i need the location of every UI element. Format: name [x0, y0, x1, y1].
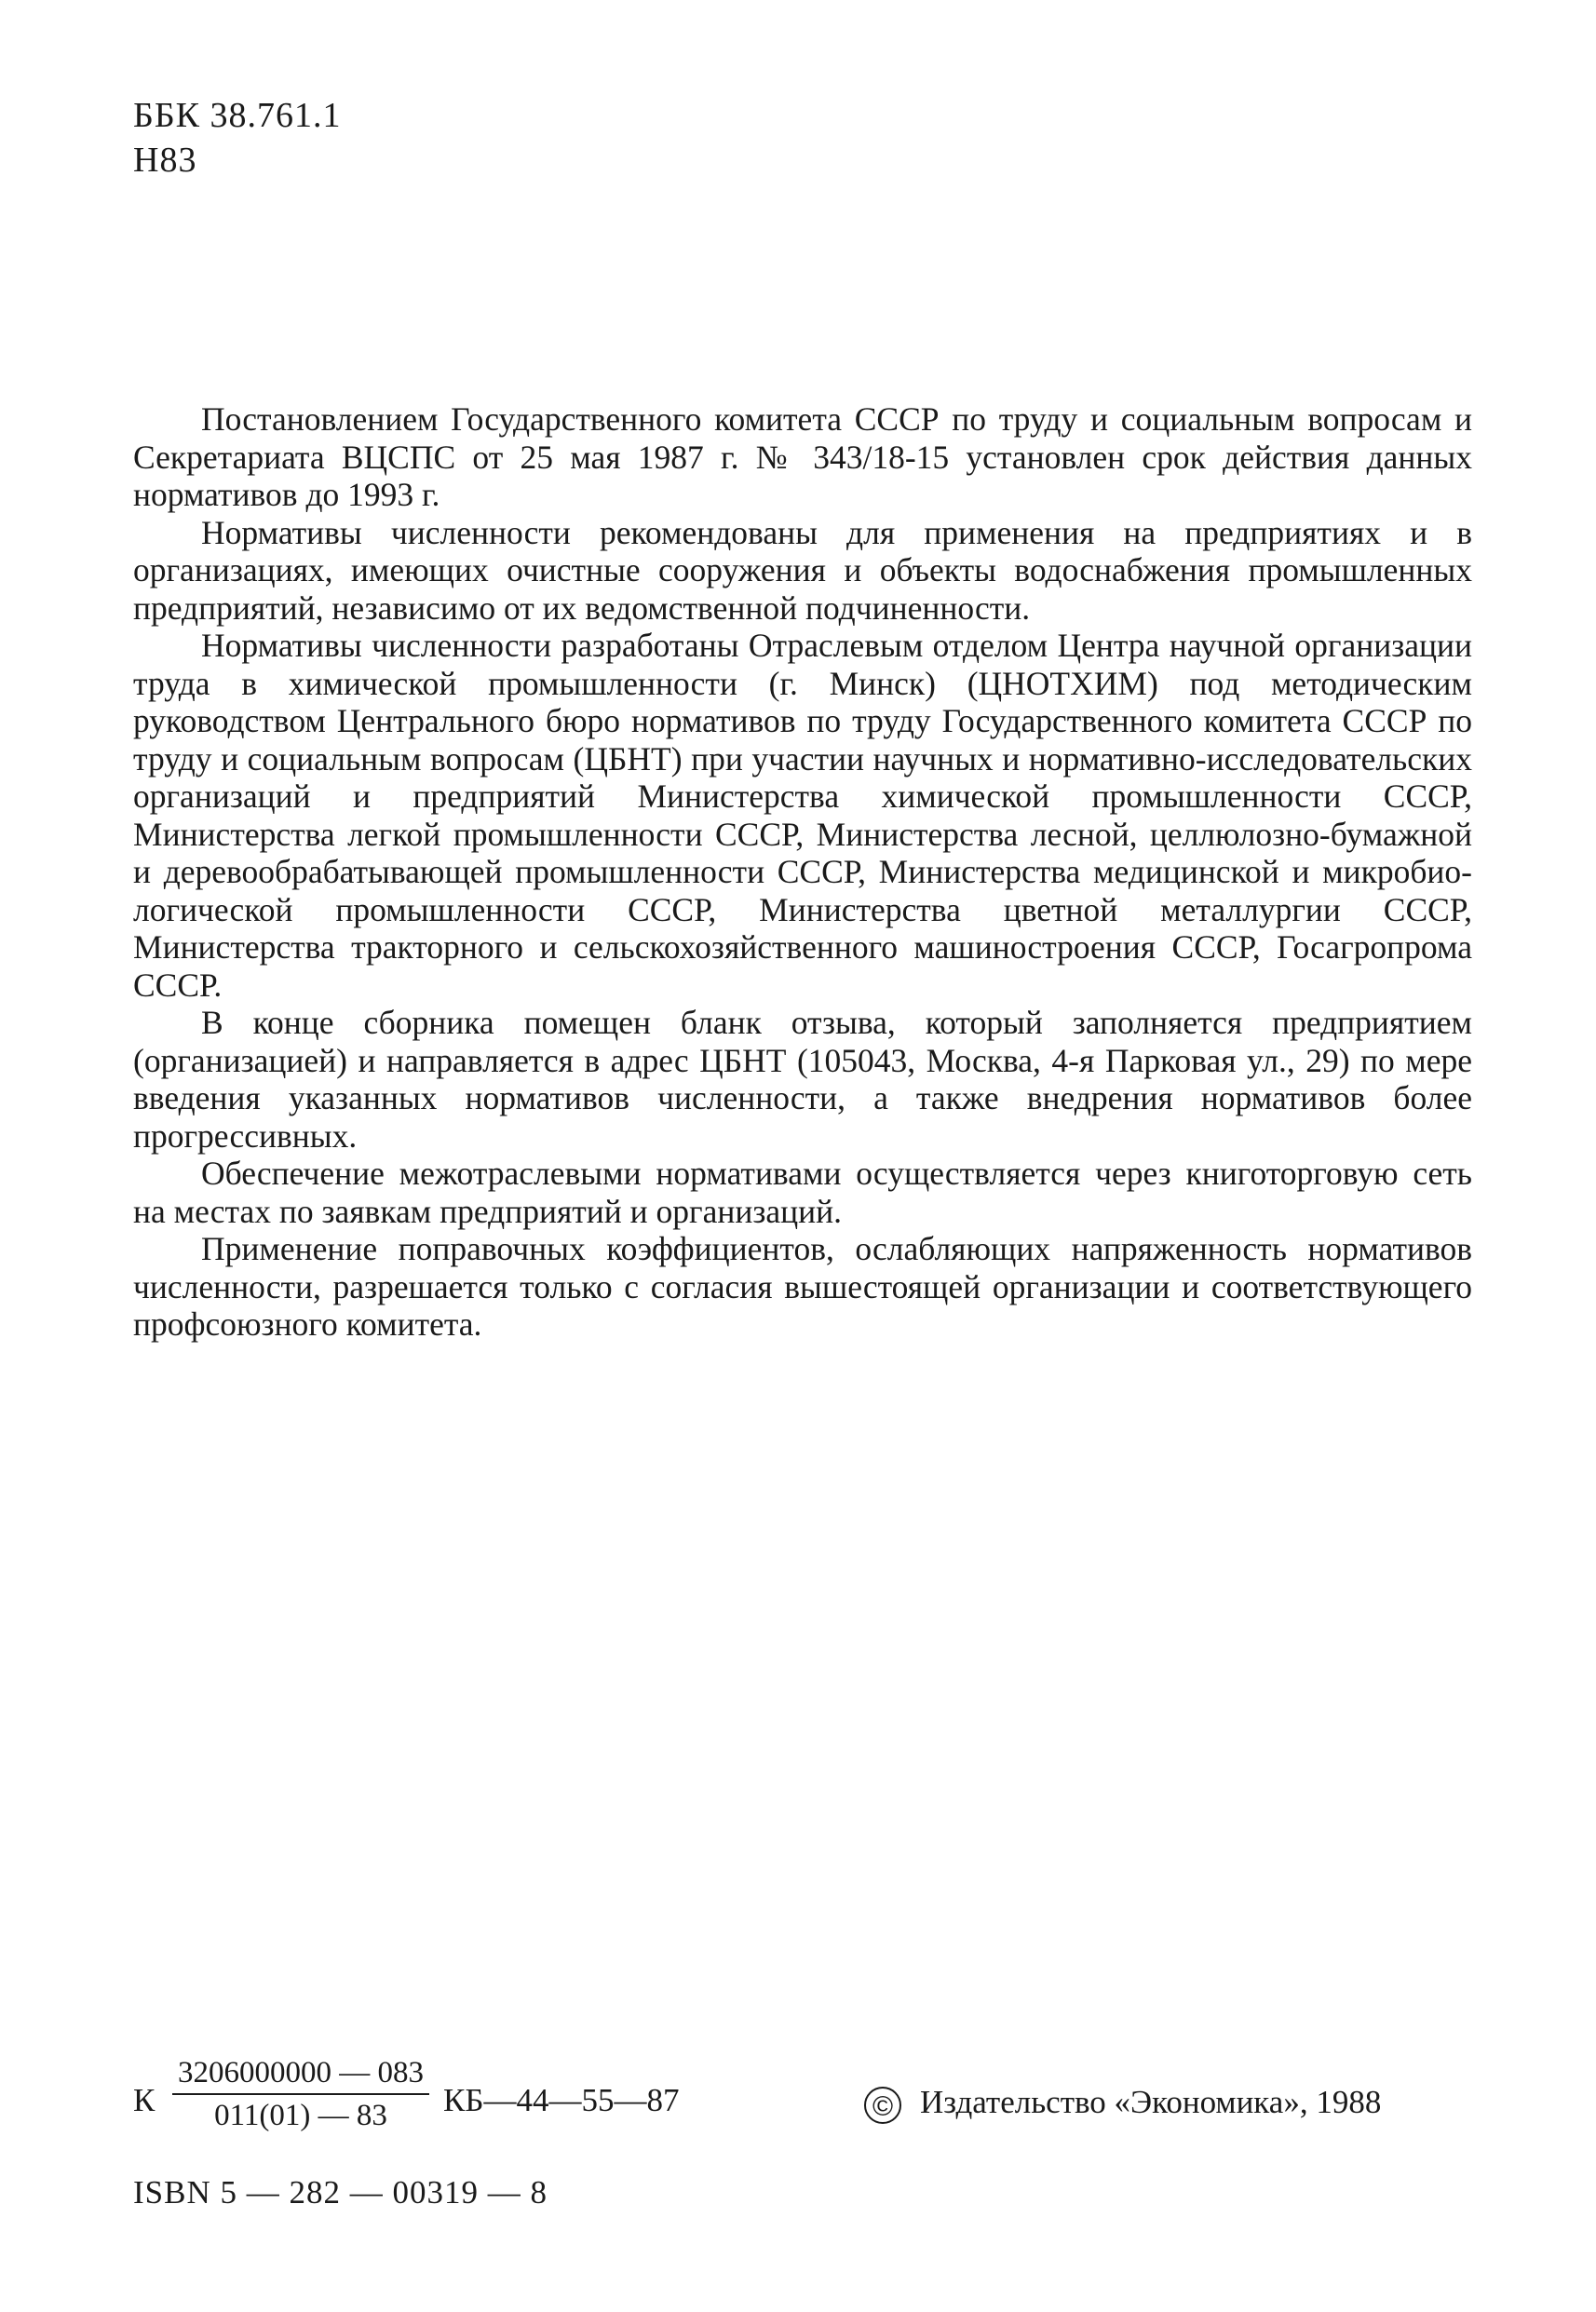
code-letter: К — [133, 2082, 156, 2118]
paragraph-recommendation: Нормативы численности рекомендованы для применения на предприятиях и в организациях, имеющих очистные сооружения и объекты водоснабжения промышленных предприятий, независимо от их ведомственной подчиненности. — [133, 513, 1472, 627]
publisher-text: Издательство «Экономика», 1988 — [920, 2084, 1382, 2120]
classification-codes — [133, 93, 342, 183]
code-denominator: 011(01) — 83 — [214, 2099, 387, 2132]
paragraph-correction-factors: Применение поправочных коэффициентов, ослабляющих напряженность нормативов численности, разрешается только с согласия вышестоящей организации и соответствующего профсоюзного комитета. — [133, 1230, 1472, 1343]
kb-code: КБ—44—55—87 — [443, 2082, 680, 2118]
paragraph-developers: Нормативы численности разработаны Отраслевым отделом Центра научной организации труда в химической промышленности (г. Минск) (ЦНОТХИМ) под методическим руководством Центрального бюро нормативов по труду Государственного комитета СССР по труду и социальным вопросам (ЦБНТ) при участии научных и нормативно-исследовательских организаций и предприятий Министерства химической промышленности СССР, Министерства легкой промышленности СССР, Министерства лесной, целлюлозно-бумажной и деревообрабатывающей промышленности СССР, Министерства медицинской и микробиологической промышленности СССР, Министерства цветной металлургии СССР, Министерства тракторного и сельскохозяйственного машиностроения СССР, Госагропрома СССР. — [133, 627, 1472, 1004]
paragraph-feedback-form: В конце сборника помещен бланк отзыва, который заполняется предприятием (организацией) и направляется в адрес ЦБНТ (105043, Москва, 4-я Парковая ул., 29) по мере введения указанных нормативов численности, а также внедрения нормативов более прогрессивных. — [133, 1004, 1472, 1155]
code-fraction — [172, 2056, 429, 2132]
bbk-code: ББК 38.761.1 — [133, 96, 342, 135]
author-code: Н83 — [133, 141, 197, 180]
isbn: ISBN 5 — 282 — 00319 — 8 — [133, 2174, 548, 2211]
paragraph-distribution: Обеспечение межотраслевыми нормативами осуществляется через книготорговую сеть на местах по заявкам предприятий и организаций. — [133, 1155, 1472, 1230]
paragraph-resolution: Постановлением Государственного комитета СССР по труду и социальным вопросам и Секретариата ВЦСПС от 25 мая 1987 г. № 343/18-15 установлен срок действия данных нормативов до 1993 г. — [133, 400, 1472, 513]
code-numerator: 3206000000 — 083 — [172, 2056, 429, 2095]
publisher-line — [864, 2084, 1381, 2124]
copyright-icon: © — [864, 2087, 901, 2124]
main-text — [133, 400, 1472, 1344]
